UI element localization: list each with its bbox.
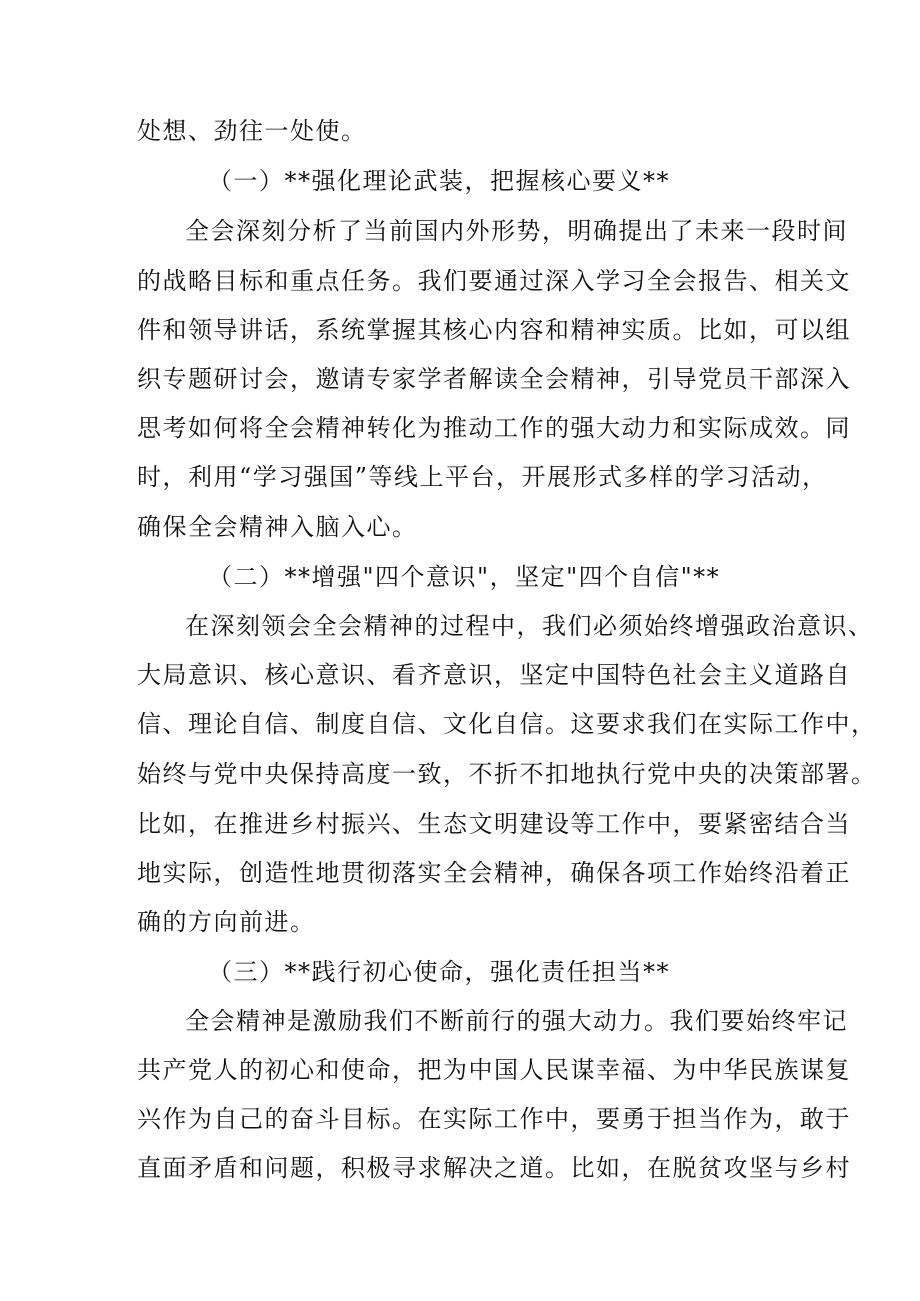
paragraph-line: 兴作为自己的奋斗目标。在实际工作中，要勇于担当作为，敢于 — [137, 1105, 851, 1133]
paragraph-line: 织专题研讨会，邀请专家学者解读全会精神，引导党员干部深入 — [137, 365, 851, 393]
paragraph-line: 思考如何将全会精神转化为推动工作的强大动力和实际成效。同 — [137, 414, 851, 442]
paragraph-line: 全会深刻分析了当前国内外形势，明确提出了未来一段时间 — [185, 217, 848, 245]
section-heading-1: （一）**强化理论武装，把握核心要义** — [208, 167, 670, 195]
paragraph-line: 件和领导讲话，系统掌握其核心内容和精神实质。比如，可以组 — [137, 316, 851, 344]
paragraph-line: 的战略目标和重点任务。我们要通过深入学习全会报告、相关文 — [137, 267, 851, 295]
paragraph-line: 在深刻领会全会精神的过程中，我们必须始终增强政治意识、 — [185, 612, 874, 640]
paragraph-line: 全会精神是激励我们不断前行的强大动力。我们要始终牢记 — [185, 1007, 848, 1035]
paragraph-line: 比如，在推进乡村振兴、生态文明建设等工作中，要紧密结合当 — [137, 810, 851, 838]
section-heading-3: （三）**践行初心使命，强化责任担当** — [208, 958, 670, 986]
paragraph-line: 处想、劲往一处使。 — [137, 117, 367, 145]
section-heading-2: （二）**增强"四个意识"，坚定"四个自信"** — [208, 563, 721, 591]
paragraph-line: 信、理论自信、制度自信、文化自信。这要求我们在实际工作中， — [137, 710, 877, 738]
paragraph-line: 确的方向前进。 — [137, 908, 316, 936]
paragraph-line: 时，利用“学习强国”等线上平台，开展形式多样的学习活动， — [137, 463, 828, 491]
paragraph-line: 确保全会精神入脑入心。 — [137, 513, 418, 541]
paragraph-line: 地实际，创造性地贯彻落实全会精神，确保各项工作始终沿着正 — [137, 859, 851, 887]
paragraph-line: 共产党人的初心和使命，把为中国人民谋幸福、为中华民族谋复 — [137, 1056, 851, 1084]
paragraph-line: 直面矛盾和问题，积极寻求解决之道。比如，在脱贫攻坚与乡村 — [137, 1154, 851, 1182]
paragraph-line: 大局意识、核心意识、看齐意识，坚定中国特色社会主义道路自 — [137, 661, 851, 689]
paragraph-line: 始终与党中央保持高度一致，不折不扣地执行党中央的决策部署。 — [137, 760, 877, 788]
